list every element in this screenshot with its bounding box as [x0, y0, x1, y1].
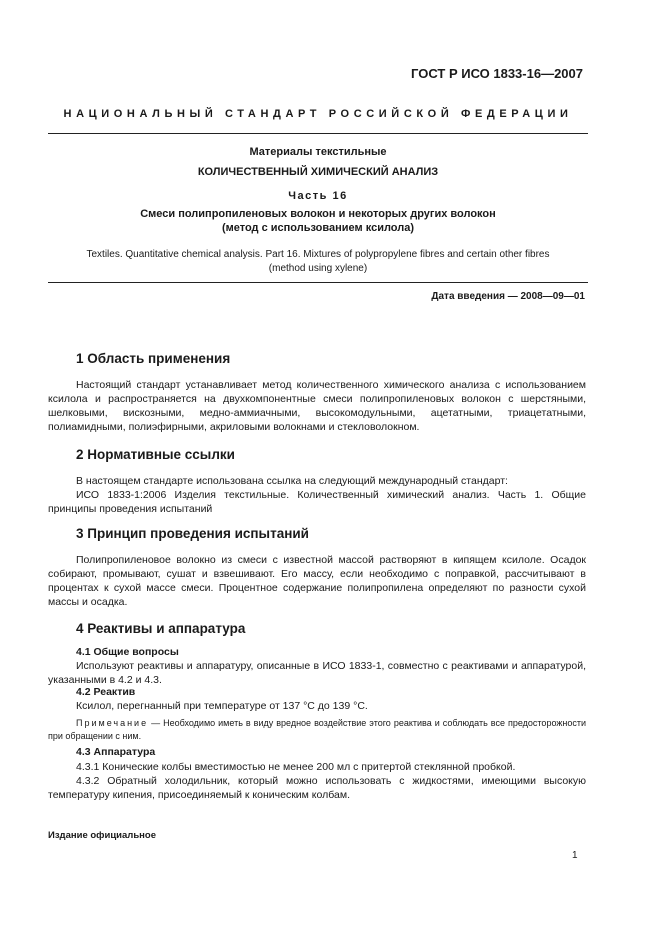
page-number: 1 [572, 850, 578, 861]
english-title-line-2: (method using xylene) [268, 263, 368, 274]
part-title: Часть 16 [288, 190, 348, 202]
note-block [48, 717, 586, 743]
subsection-4-2-text: Ксилол, перегнанный при температуре от 137 °С до 139 °С. [76, 700, 368, 712]
section-1-heading: 1 Область применения [76, 351, 231, 366]
subtitle-line-2: (метод с использованием ксилола) [221, 222, 415, 234]
section-4-heading: 4 Реактивы и аппаратура [76, 621, 246, 636]
section-1-text: Настоящий стандарт устанавливает метод количественного химического анализа с использованием ксилола и распространяется на двухкомпонентные смеси полипропиленовых волокон с шерстяными, шелковыми, вискозными, медно-аммиачными, высокомодульными, ацетатными, триацетатными, полиамидными, полиэфирными, акриловыми волокнами и стекловолокном. [48, 379, 586, 433]
divider-middle [48, 282, 588, 283]
subsection-4-2-heading: 4.2 Реактив [76, 686, 136, 698]
section-2-heading: 2 Нормативные ссылки [76, 447, 235, 462]
subsection-4-1-text: Используют реактивы и аппаратуру, описанные в ИСО 1833-1, совместно с реактивами и аппаратурой, указанными в 4.2 и 4.3. [48, 660, 586, 686]
subsection-4-3-heading: 4.3 Аппаратура [76, 746, 156, 758]
national-standard-banner: НАЦИОНАЛЬНЫЙ СТАНДАРТ РОССИЙСКОЙ ФЕДЕРАЦИИ [63, 108, 573, 120]
note-label: Примечание [76, 718, 149, 728]
introduction-date: Дата введения — 2008—09—01 [431, 291, 585, 302]
title-line-1: Материалы текстильные [249, 146, 387, 158]
document-code: ГОСТ Р ИСО 1833-16—2007 [411, 66, 583, 81]
note-text: — Необходимо иметь в виду вредное воздействие этого реактива и соблюдать все предосторожности при обращении с ним. [48, 718, 586, 741]
edition-label: Издание официальное [48, 830, 156, 841]
item-4-3-2: 4.3.2 Обратный холодильник, который можно использовать с жидкостями, имеющими высокую температуру кипения, присоединяемый к коническим колбам. [48, 775, 586, 801]
subtitle-line-1: Смеси полипропиленовых волокон и некоторых других волокон [140, 208, 496, 220]
subsection-4-1-heading: 4.1 Общие вопросы [76, 646, 179, 658]
divider-top [48, 133, 588, 134]
section-2-text-2: ИСО 1833-1:2006 Изделия текстильные. Количественный химический анализ. Часть 1. Общие принципы проведения испытаний [48, 489, 586, 515]
title-line-2: КОЛИЧЕСТВЕННЫЙ ХИМИЧЕСКИЙ АНАЛИЗ [197, 166, 439, 178]
section-3-text: Полипропиленовое волокно из смеси с известной массой растворяют в кипящем ксилоле. Осадок собирают, промывают, сушат и взвешивают. Его массу, если необходимо с поправкой, рассчитывают в процентах к сухой массе смеси. Процентное содержание полипропилена определяют по разности сухой массы и осадка. [48, 554, 586, 608]
item-4-3-1: 4.3.1 Конические колбы вместимостью не менее 200 мл с притертой стеклянной пробкой. [76, 761, 516, 773]
section-2-text-1: В настоящем стандарте использована ссылка на следующий международный стандарт: [76, 475, 508, 487]
section-3-heading: 3 Принцип проведения испытаний [76, 526, 309, 541]
english-title-line-1: Textiles. Quantitative chemical analysis. Part 16. Mixtures of polypropylene fibres and certain other fibres [86, 249, 550, 260]
